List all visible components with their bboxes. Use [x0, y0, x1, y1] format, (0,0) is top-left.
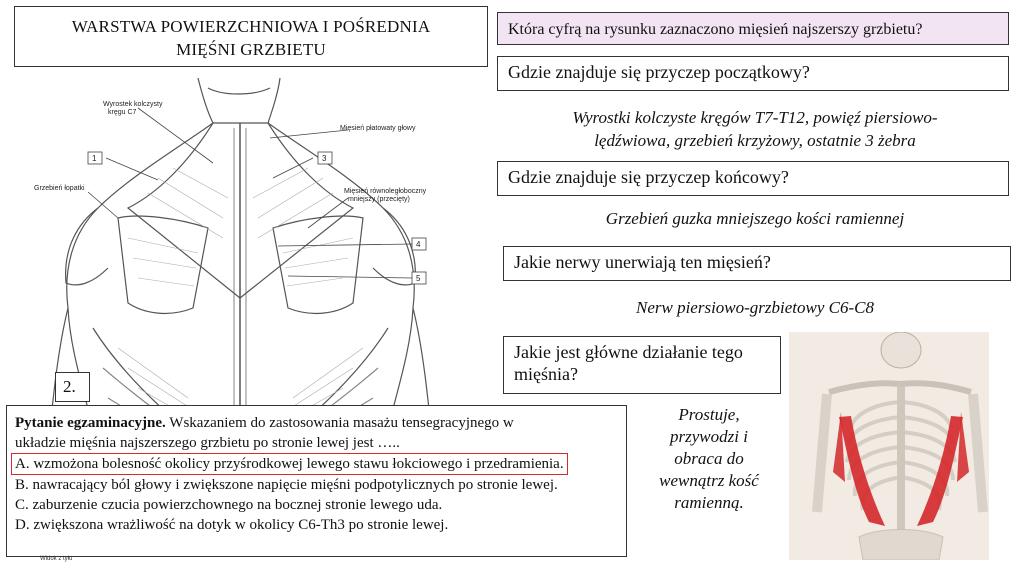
exam-intro	[15, 413, 618, 433]
marker-3: 3	[322, 154, 327, 163]
question-insertion[interactable]: Gdzie znajduje się przyczep końcowy?	[497, 161, 1009, 196]
answer-action-line4: wewnątrz kość	[659, 471, 759, 490]
answer-origin-line1: Wyrostki kolczyste kręgów T7-T12, powięź piersiowo-	[572, 108, 938, 127]
answer-action	[645, 404, 773, 514]
label-rhomboid-line2: mniejszy (przecięty)	[348, 196, 410, 203]
answer-origin	[520, 106, 990, 152]
question-action[interactable]	[503, 336, 781, 394]
exam-intro-line2: układzie mięśnia najszerszego grzbietu po stronie lewej jest …..	[15, 435, 400, 451]
answer-number-box: 2.	[55, 372, 90, 402]
slide-title-line1: WARSTWA POWIERZCHNIOWA I POŚREDNIA	[71, 17, 431, 36]
label-c7-line2: kręgu C7	[108, 109, 137, 116]
answer-action-line3: obraca do	[674, 449, 744, 468]
slide-title	[14, 6, 488, 67]
slide-title-line2: MIĘŚNI GRZBIETU	[176, 40, 326, 59]
label-splenius: Mięsień płatowaty głowy	[340, 125, 416, 132]
exam-heading: Pytanie egzaminacyjne.	[15, 415, 166, 431]
exam-option-a-highlighted[interactable]: A. wzmożona bolesność okolicy przyśrodkowej lewego stawu łokciowego i przedramienia.	[11, 453, 568, 475]
question-innervation[interactable]: Jakie nerwy unerwiają ten mięsień?	[503, 246, 1011, 281]
marker-1: 1	[92, 154, 97, 163]
marker-4: 4	[416, 240, 421, 249]
question-which-number[interactable]: Która cyfrą na rysunku zaznaczono mięsień najszerszy grzbietu?	[497, 12, 1009, 45]
exam-option-d[interactable]: D. zwiększona wrażliwość na dotyk w okolicy C6-Th3 po stronie lewej.	[15, 517, 449, 533]
label-scapular-spine: Grzebień łopatki	[34, 185, 85, 192]
exam-option-c[interactable]: C. zaburzenie czucia powierzchownego na bocznej stronie lewego uda.	[15, 497, 443, 513]
question-origin[interactable]: Gdzie znajduje się przyczep początkowy?	[497, 56, 1009, 91]
exam-option-b[interactable]: B. nawracający ból głowy i zwiększone napięcie mięśni podpotylicznych po stronie lewej.	[15, 477, 558, 493]
answer-action-line2: przywodzi i	[670, 427, 748, 446]
question-action-line2: mięśnia?	[514, 364, 578, 384]
exam-intro-text: Wskazaniem do zastosowania masażu tensegracyjnego w	[165, 415, 514, 431]
marker-5: 5	[416, 274, 421, 283]
answer-action-line1: Prostuje,	[678, 405, 740, 424]
label-rhomboid: Mięsień równoległoboczny	[344, 188, 427, 195]
answer-action-line5: ramienną.	[674, 493, 744, 512]
answer-origin-line2: lędźwiowa, grzebień krzyżowy, ostatnie 3 żebra	[594, 131, 916, 150]
question-action-line1: Jakie jest główne działanie tego	[514, 342, 743, 362]
answer-innervation: Nerw piersiowo-grzbietowy C6-C8	[635, 298, 874, 317]
ribcage-latissimus-image	[789, 332, 989, 560]
answer-insertion: Grzebień guzka mniejszego kości ramiennej	[605, 209, 905, 228]
label-c7: Wyrostek kolczysty	[103, 101, 163, 108]
illustration-credit: Widok z tyłu	[40, 556, 73, 562]
exam-question-box	[6, 405, 627, 557]
